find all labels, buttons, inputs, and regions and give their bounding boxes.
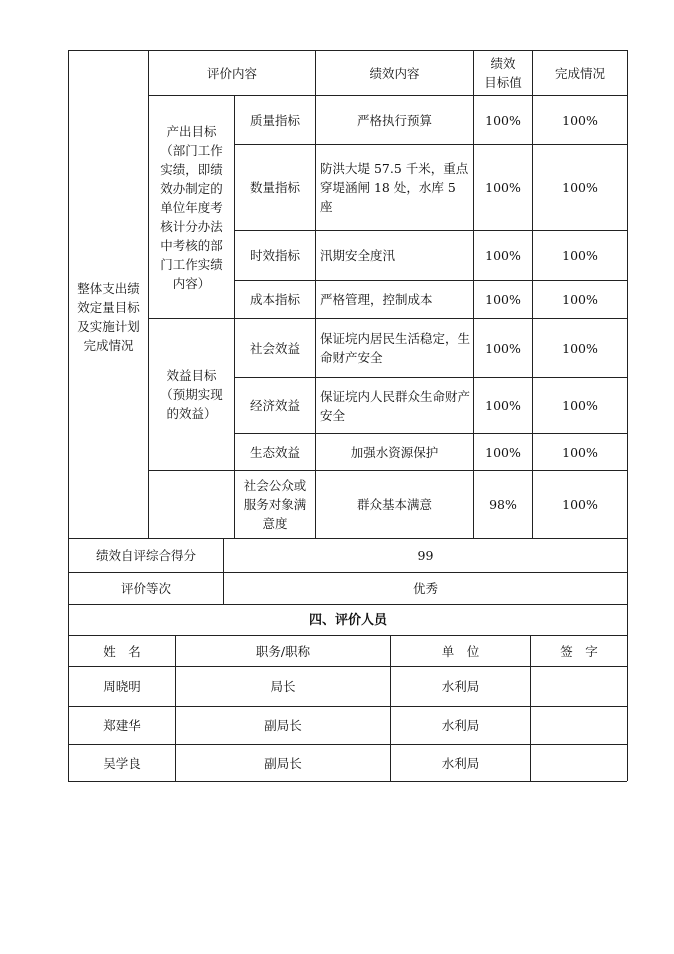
header-target-line1: 绩效 <box>490 56 516 71</box>
reviewer-header-name: 姓 名 <box>103 643 141 659</box>
reviewer-header-unit: 单 位 <box>441 643 480 659</box>
reviewer-name: 郑建华 <box>103 718 141 733</box>
target-cell: 100% <box>485 248 521 263</box>
result-cell: 100% <box>562 340 598 356</box>
indicator-cell: 经济效益 <box>249 398 300 413</box>
score-value: 99 <box>417 548 434 563</box>
benefit-target-label: 效益目标（预期实现的效益） <box>160 368 223 421</box>
reviewer-signature <box>531 745 627 781</box>
header-completion: 完成情况 <box>554 65 605 81</box>
indicator-cell: 成本指标 <box>249 292 300 307</box>
reviewer-signature <box>531 667 627 706</box>
target-cell: 100% <box>485 292 521 307</box>
result-cell: 100% <box>562 398 598 413</box>
score-label: 绩效自评综合得分 <box>95 548 196 563</box>
reviewer-name: 周晓明 <box>103 679 141 694</box>
content-cell: 严格管理，控制成本 <box>320 292 433 307</box>
target-cell: 100% <box>485 112 521 128</box>
target-cell: 100% <box>485 398 521 413</box>
indicator-cell: 时效指标 <box>249 248 300 263</box>
reviewer-header-signature: 签 字 <box>560 643 598 659</box>
target-cell: 100% <box>485 444 521 460</box>
result-cell: 100% <box>562 292 598 307</box>
grade-label: 评价等次 <box>120 581 171 596</box>
reviewer-signature <box>531 707 627 744</box>
empty-target-cell <box>149 471 234 538</box>
reviewers-title: 四、评价人员 <box>308 612 387 628</box>
grade-value: 优秀 <box>412 581 438 596</box>
indicator-cell: 社会公众或服务对象满意度 <box>243 478 307 531</box>
result-cell: 100% <box>562 180 598 195</box>
result-cell: 100% <box>562 444 598 460</box>
result-cell: 100% <box>562 248 598 263</box>
content-cell: 防洪大堤 57.5 千米，重点穿堤涵闸 18 处，水库 5 座 <box>320 161 469 214</box>
content-cell: 保证垸内人民群众生命财产安全 <box>320 388 471 423</box>
content-cell: 群众基本满意 <box>356 497 432 512</box>
reviewer-title: 副局长 <box>264 755 302 771</box>
content-cell: 保证垸内居民生活稳定，生命财产安全 <box>320 331 471 365</box>
reviewer-name: 吴学良 <box>103 755 141 771</box>
reviewer-unit: 水利局 <box>441 755 480 771</box>
header-target <box>474 51 532 95</box>
content-cell: 加强水资源保护 <box>350 444 439 460</box>
target-cell: 98% <box>489 497 517 512</box>
reviewer-header-title: 职务/职称 <box>255 643 311 659</box>
header-eval-content: 评价内容 <box>206 65 257 81</box>
target-cell: 100% <box>485 340 521 356</box>
header-target-line2: 目标值 <box>484 75 522 90</box>
indicator-cell: 生态效益 <box>249 444 300 460</box>
content-cell: 汛期安全度汛 <box>320 248 396 263</box>
content-cell: 严格执行预算 <box>356 112 432 128</box>
output-target-label: 产出目标（部门工作实绩，即绩效办制定的单位年度考核计分办法中考核的部门工作实绩内容） <box>160 123 223 291</box>
reviewer-title: 局长 <box>270 679 296 694</box>
reviewer-unit: 水利局 <box>441 679 480 694</box>
reviewer-title: 副局长 <box>264 718 302 733</box>
header-perf-content: 绩效内容 <box>369 65 420 81</box>
indicator-cell: 质量指标 <box>249 112 300 128</box>
target-cell: 100% <box>485 180 521 195</box>
reviewer-unit: 水利局 <box>441 718 480 733</box>
result-cell: 100% <box>562 497 598 512</box>
result-cell: 100% <box>562 112 598 128</box>
section-label: 整体支出绩效定量目标及实施计划完成情况 <box>77 281 140 353</box>
indicator-cell: 社会效益 <box>249 340 300 356</box>
indicator-cell: 数量指标 <box>249 180 300 195</box>
